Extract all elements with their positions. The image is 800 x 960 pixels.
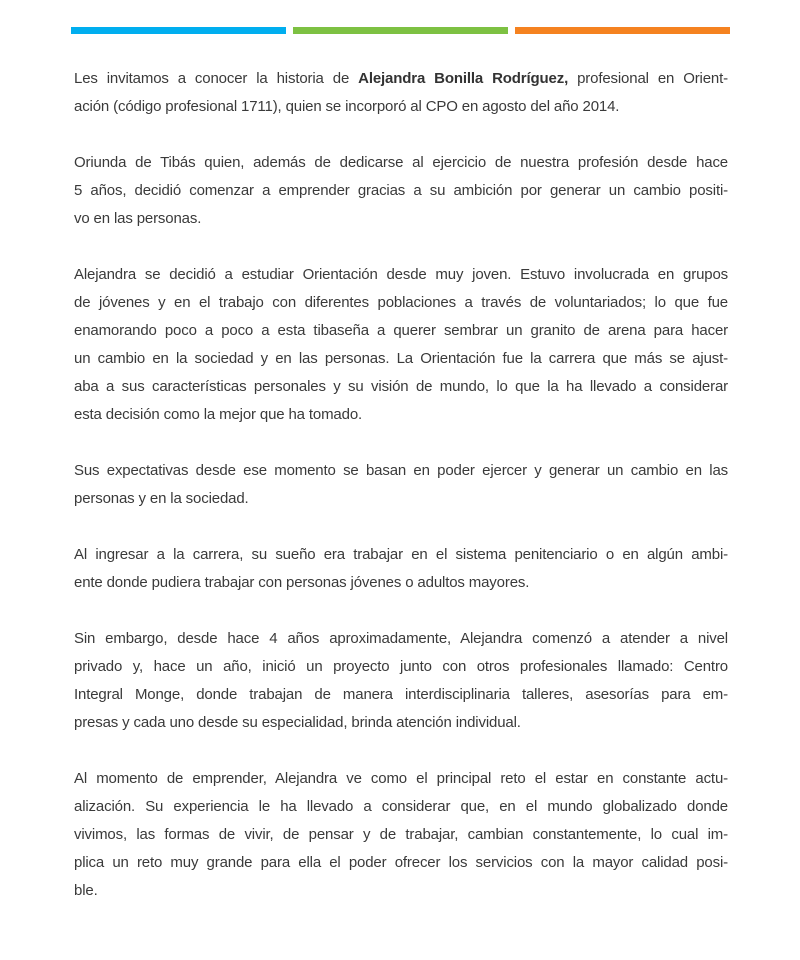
paragraph-challenge [74,765,728,905]
paragraph-dream [74,541,728,597]
text-segment: Les invitamos a conocer la historia de [74,70,359,87]
article-body [74,65,728,933]
text-line: Integral Monge, donde trabajan de manera interdisciplinaria talleres, asesorías para em- [74,686,728,703]
paragraph-studies [74,261,728,429]
text-line: vo en las personas. [74,210,202,227]
paragraph-expectations [74,457,728,513]
text-line: aba a sus características personales y su visión de mundo, lo que la ha llevado a considerar [74,378,728,395]
text-line: ente donde pudiera trabajar con personas jóvenes o adultos mayores. [74,574,530,591]
text-line: Sin embargo, desde hace 4 años aproximadamente, Alejandra comenzó a atender a nivel [74,630,728,647]
paragraph-origin [74,149,728,233]
text-line: 5 años, decidió comenzar a emprender gracias a su ambición por generar un cambio positi- [74,182,728,199]
text-line: personas y en la sociedad. [74,490,249,507]
header-color-bars [71,27,730,34]
orange-bar [515,27,730,34]
text-line: Sus expectativas desde ese momento se basan en poder ejercer y generar un cambio en las [74,462,728,479]
text-line: esta decisión como la mejor que ha tomado. [74,406,363,423]
text-line: alización. Su experiencia le ha llevado a considerar que, en el mundo globalizado donde [74,798,728,815]
text-segment: profesional en Orient- [568,70,728,87]
text-line: Oriunda de Tibás quien, además de dedicarse al ejercicio de nuestra profesión desde hace [74,154,728,171]
text-line: ble. [74,882,98,899]
text-line: vivimos, las formas de vivir, de pensar y de trabajar, cambian constantemente, lo cual im- [74,826,728,843]
text-line: un cambio en la sociedad y en las personas. La Orientación fue la carrera que más se ajust- [74,350,728,367]
text-line: ación (código profesional 1711), quien se incorporó al CPO en agosto del año 2014. [74,98,620,115]
blue-bar [71,27,286,34]
text-line: Al ingresar a la carrera, su sueño era trabajar en el sistema penitenciario o en algún ambi- [74,546,728,563]
paragraph-intro [74,65,728,121]
person-name: Alejandra Bonilla Rodríguez, [358,70,569,87]
text-line: Alejandra se decidió a estudiar Orientación desde muy joven. Estuvo involucrada en grupos [74,266,728,283]
green-bar [293,27,508,34]
text-line: plica un reto muy grande para ella el poder ofrecer los servicios con la mayor calidad posi- [74,854,728,871]
text-line [74,65,728,93]
text-line: Al momento de emprender, Alejandra ve como el principal reto el estar en constante actu- [74,770,728,787]
text-line: privado y, hace un año, inició un proyecto junto con otros profesionales llamado: Centro [74,658,728,675]
text-line: de jóvenes y en el trabajo con diferentes poblaciones a través de voluntariados; lo que fue [74,294,728,311]
text-line: presas y cada uno desde su especialidad, brinda atención individual. [74,714,521,731]
text-line: enamorando poco a poco a esta tibaseña a querer sembrar un granito de arena para hacer [74,322,728,339]
paragraph-practice [74,625,728,737]
